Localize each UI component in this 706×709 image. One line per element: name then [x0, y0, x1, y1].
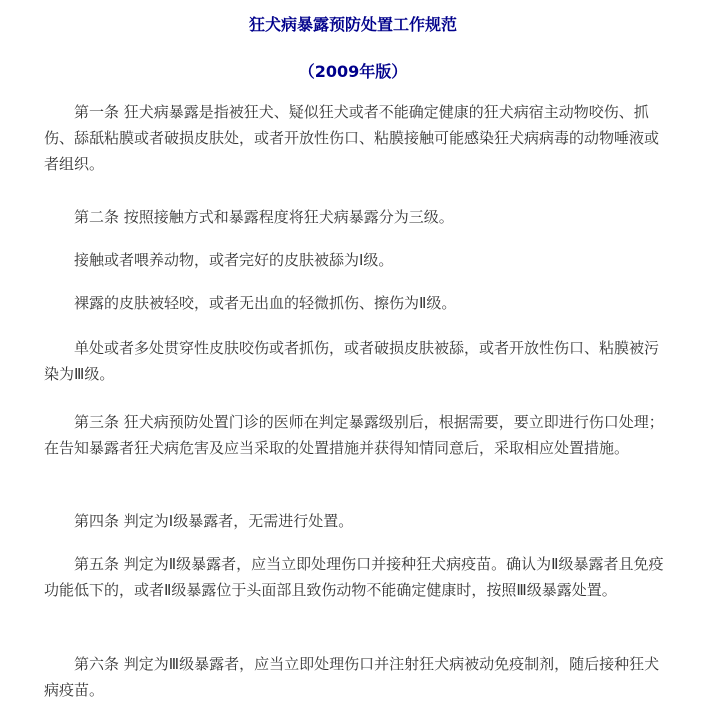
level-2-paragraph: 裸露的皮肤被轻咬，或者无出血的轻微抓伤、擦伤为Ⅱ级。	[74, 294, 457, 312]
article-2-paragraph: 第二条 按照接触方式和暴露程度将狂犬病暴露分为三级。	[74, 208, 454, 226]
article-1-paragraph: 第一条 狂犬病暴露是指被狂犬、疑似狂犬或者不能确定健康的狂犬病宿主动物咬伤、抓伤、舔舐粘膜或者破损皮肤处，或者开放性伤口、粘膜接触可能感染狂犬病病毒的动物唾液或者组织。	[44, 103, 660, 173]
document-edition: （2009年版）	[298, 62, 408, 81]
document-title: 狂犬病暴露预防处置工作规范	[248, 15, 457, 34]
article-4-paragraph: 第四条 判定为I级暴露者，无需进行处置。	[74, 512, 354, 530]
article-3-paragraph: 第三条 狂犬病预防处置门诊的医师在判定暴露级别后，根据需要，要立即进行伤口处理；在告知暴露者狂犬病危害及应当采取的处置措施并获得知情同意后，采取相应处置措施。	[44, 413, 664, 457]
level-3-paragraph: 单处或者多处贯穿性皮肤咬伤或者抓伤，或者破损皮肤被舔，或者开放性伤口、粘膜被污染为Ⅲ级。	[44, 339, 660, 383]
article-6-paragraph: 第六条 判定为Ⅲ级暴露者，应当立即处理伤口并注射狂犬病被动免疫制剂，随后接种狂犬病疫苗。	[44, 655, 660, 699]
article-5-paragraph: 第五条 判定为Ⅱ级暴露者，应当立即处理伤口并接种狂犬病疫苗。确认为Ⅱ级暴露者且免疫功能低下的，或者Ⅱ级暴露位于头面部且致伤动物不能确定健康时，按照Ⅲ级暴露处置。	[44, 555, 664, 599]
level-1-paragraph: 接触或者喂养动物，或者完好的皮肤被舔为I级。	[74, 251, 394, 269]
